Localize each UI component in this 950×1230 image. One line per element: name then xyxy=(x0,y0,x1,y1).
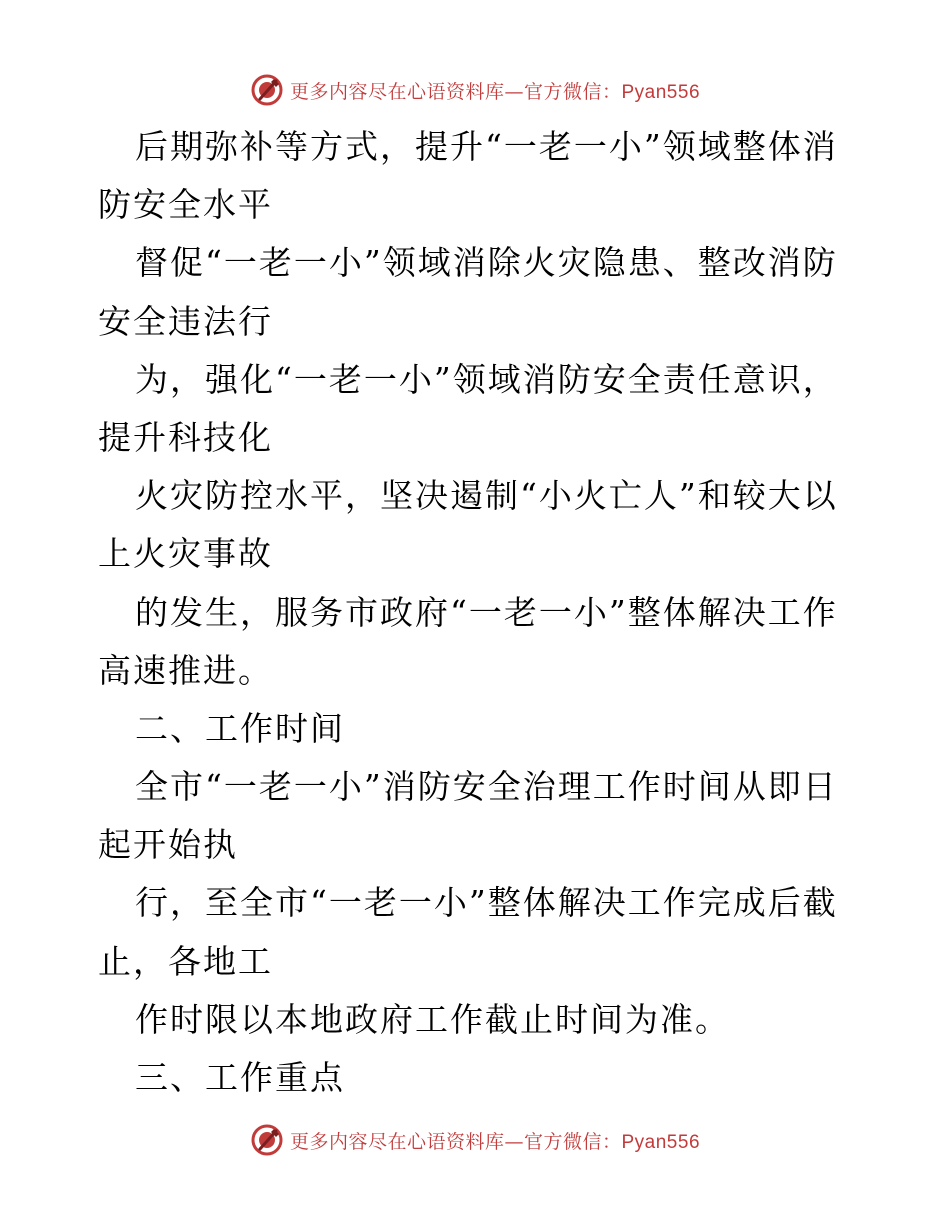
paragraph-line: 作时限以本地政府工作截止时间为准。 xyxy=(135,999,730,1039)
paragraph-line: 全市“一老一小”消防安全治理工作时间从即日 xyxy=(135,767,838,807)
watermark-text xyxy=(290,1127,700,1154)
watermark-handle: Pyan556 xyxy=(621,1131,701,1153)
paragraph-line: 提升科技化 xyxy=(98,417,273,457)
paragraph-line: 安全违法行 xyxy=(98,301,273,341)
paragraph-line: 止，各地工 xyxy=(98,941,273,981)
paragraph-line: 为，强化“一老一小”领域消防安全责任意识， xyxy=(135,359,838,399)
paragraph-line: 的发生，服务市政府“一老一小”整体解决工作 xyxy=(135,592,838,632)
paragraph-line: 督促“一老一小”领域消除火灾隐患、整改消防 xyxy=(135,243,838,283)
paragraph-line: 高速推进。 xyxy=(98,650,273,690)
red-seal-pen-icon xyxy=(250,1123,284,1157)
paragraph-line: 防安全水平 xyxy=(98,185,273,225)
document-body xyxy=(98,118,858,1107)
watermark-label: 更多内容尽在心语资料库—官方微信： xyxy=(289,1130,622,1153)
header-watermark xyxy=(0,70,950,110)
paragraph-line: 行，至全市“一老一小”整体解决工作完成后截 xyxy=(135,883,838,923)
section-heading: 三、工作重点 xyxy=(135,1058,345,1097)
paragraph-line: 上火灾事故 xyxy=(98,534,273,574)
paragraph-line: 火灾防控水平，坚决遏制“小火亡人”和较大以 xyxy=(135,476,838,516)
section-heading: 二、工作时间 xyxy=(135,708,345,748)
red-seal-pen-icon xyxy=(250,73,284,107)
paragraph-line: 后期弥补等方式，提升“一老一小”领域整体消 xyxy=(135,127,838,166)
footer-watermark xyxy=(0,1120,950,1160)
watermark-text xyxy=(290,77,700,104)
watermark-label: 更多内容尽在心语资料库—官方微信： xyxy=(289,80,622,103)
watermark-handle: Pyan556 xyxy=(621,81,701,103)
paragraph-line: 起开始执 xyxy=(98,825,238,865)
